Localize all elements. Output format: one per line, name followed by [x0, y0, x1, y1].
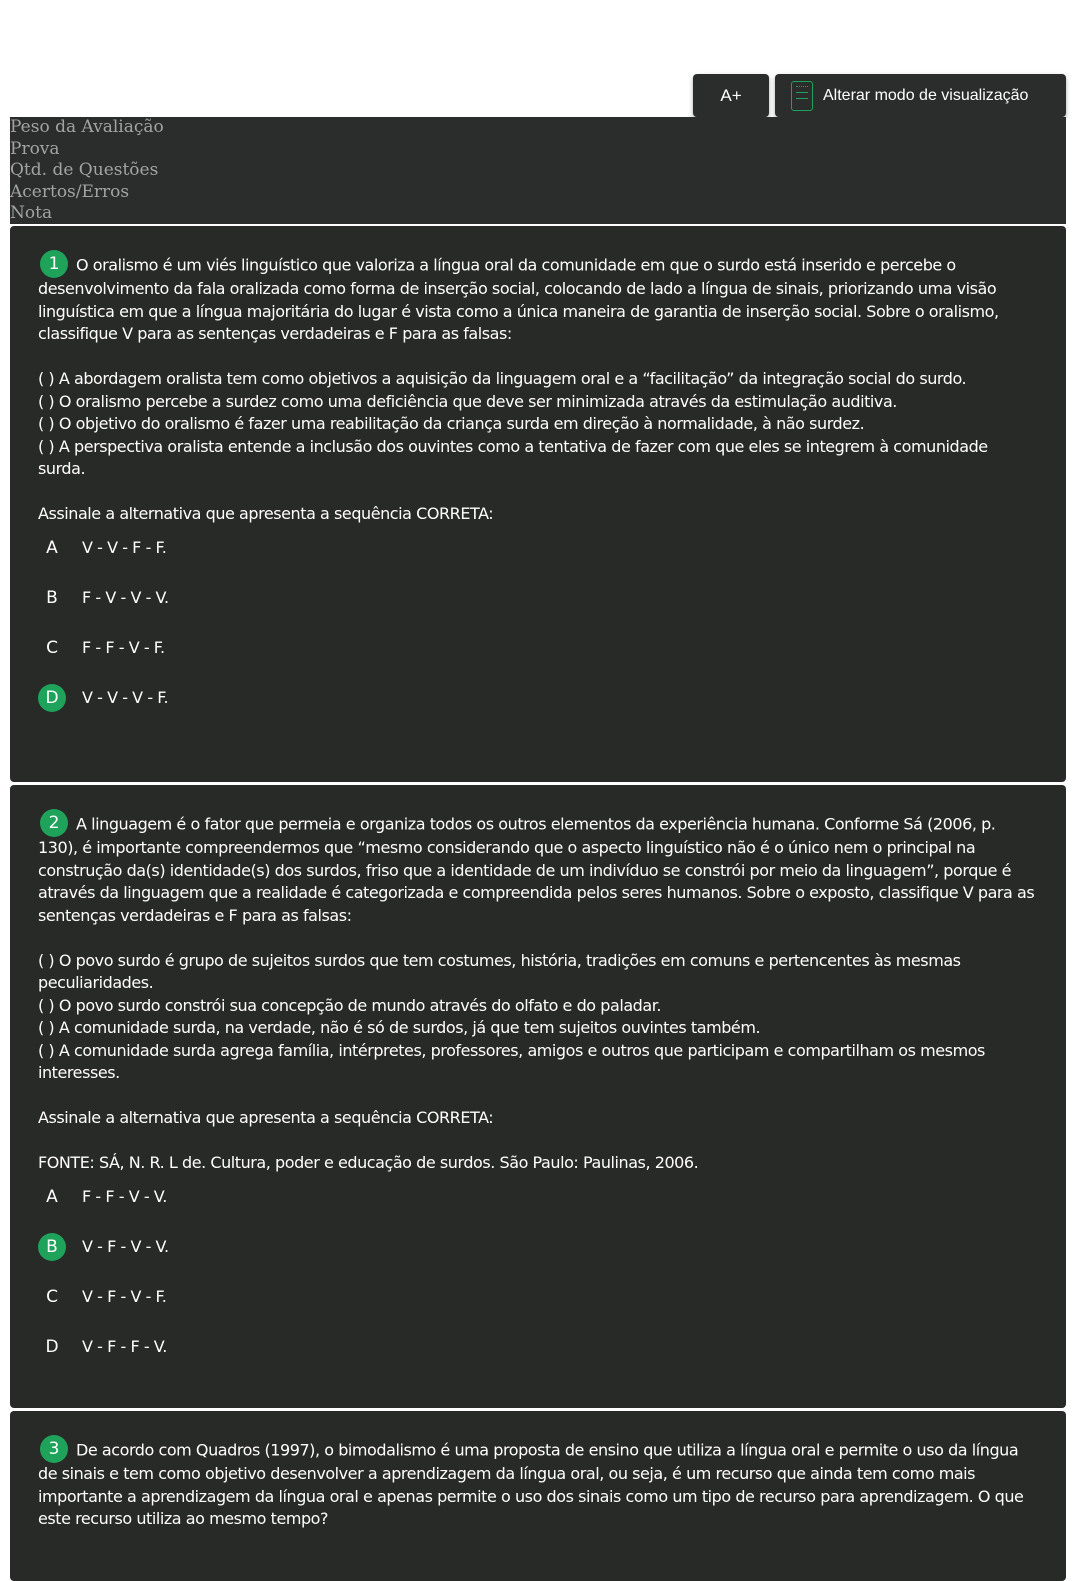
question-number-badge: 2 [40, 809, 68, 837]
hits-errors-label: Acertos/Erros [10, 181, 130, 202]
statement: ( ) O objetivo do oralismo é fazer uma reabilitação da criança surda em direção à normalidade, à não surdez. [38, 414, 865, 433]
option-text: V - F - V - V. [82, 1237, 169, 1256]
option-text: V - F - V - F. [82, 1287, 167, 1306]
question-text [38, 1439, 1038, 1531]
toolbar [693, 74, 1066, 117]
option-b[interactable] [38, 584, 1038, 612]
question-card-3 [10, 1411, 1066, 1581]
increase-font-button[interactable]: A+ [693, 74, 769, 117]
option-a[interactable] [38, 534, 1038, 562]
option-text: V - V - F - F. [82, 538, 167, 557]
question-source: FONTE: SÁ, N. R. L de. Cultura, poder e educação de surdos. São Paulo: Paulinas, 2006. [38, 1153, 699, 1172]
question-intro: O oralismo é um viés linguístico que valoriza a língua oral da comunidade em que o surdo está inserido e percebe o desenvolvimento da fala oralizada como forma de inserção social, colocando de lado a língua de sinais, priorizando uma visão linguística em que a língua majoritária do lugar é vista como a única maneira de garantia de inserção social. Sobre o oralismo, classifique V para as sentenças verdadeiras e F para as falsas: [38, 255, 999, 343]
option-a[interactable] [38, 1183, 1038, 1211]
option-c[interactable] [38, 1283, 1038, 1311]
question-count-label: Qtd. de Questões [10, 160, 159, 180]
question-number-badge: 3 [40, 1435, 68, 1463]
option-text: F - F - V - F. [82, 638, 165, 657]
grade-label: Nota [10, 203, 53, 223]
statement: ( ) A comunidade surda, na verdade, não é só de surdos, já que tem sujeitos ouvintes também. [38, 1018, 761, 1037]
question-prompt: Assinale a alternativa que apresenta a sequência CORRETA: [38, 1108, 494, 1127]
option-text: V - V - V - F. [82, 688, 169, 707]
statement: ( ) O povo surdo constrói sua concepção de mundo através do olfato e do paladar. [38, 995, 662, 1015]
question-number-badge: 1 [40, 250, 68, 278]
statement: ( ) O povo surdo é grupo de sujeitos surdos que tem costumes, história, tradições em comuns e pertencentes às mesmas peculiaridades. [38, 950, 961, 992]
option-text: V - F - F - V. [82, 1337, 167, 1356]
statement: ( ) O oralismo percebe a surdez como uma deficiência que deve ser minimizada através da estimulação auditiva. [38, 391, 897, 411]
statement: ( ) A comunidade surda agrega família, intérpretes, professores, amigos e outros que participam e compartilham os mesmos interesses. [38, 1040, 985, 1082]
statement: ( ) A abordagem oralista tem como objetivos a aquisição da linguagem oral e a “facilitação” da integração social do surdo. [38, 369, 967, 388]
option-c[interactable] [38, 634, 1038, 662]
statement: ( ) A perspectiva oralista entende a inclusão dos ouvintes como a tentativa de fazer com que eles se integrem à comunidade surda. [38, 436, 988, 478]
question-prompt: Assinale a alternativa que apresenta a sequência CORRETA: [38, 504, 494, 523]
option-letter: A [46, 1186, 58, 1207]
document-view-icon [791, 81, 813, 111]
question-intro: De acordo com Quadros (1997), o bimodalismo é uma proposta de ensino que utiliza a língua oral e permite o uso da língua de sinais e tem como objetivo desenvolver a aprendizagem da língua oral, ou seja, é um recurso que ainda tem como mais importante a aprendizagem da língua oral e apenas permite o uso dos sinais como um tipo de recurso para aprendizagem. O que este recurso utiliza ao mesmo tempo? [38, 1440, 1024, 1528]
option-letter: D [45, 1336, 59, 1357]
question-intro: A linguagem é o fator que permeia e organiza todos os outros elementos da experiência humana. Conforme Sá (2006, p. 130), é importante compreendermos que “mesmo considerando que o aspecto linguístico não é o único nem o principal na construção da(s) identidade(s) dos surdos, friso que a identidade de um indivíduo se constrói por meio da linguagem”, porque é através da linguagem que a realidade é categorizada e compreendida pelos seres humanos. Sobre o exposto, classifique V para as sentenças verdadeiras e F para as falsas: [38, 814, 1035, 925]
option-text: F - F - V - V. [82, 1187, 167, 1206]
option-letter: C [46, 1286, 58, 1307]
option-d[interactable] [38, 1333, 1038, 1361]
question-text [38, 254, 1038, 346]
option-letter-selected: B [38, 1233, 66, 1261]
weight-label: Peso da Avaliação [10, 117, 164, 137]
change-view-mode-label: Alterar modo de visualização [823, 86, 1029, 104]
exam-label: Prova [10, 138, 60, 159]
evaluation-summary [10, 117, 1066, 224]
change-view-mode-button[interactable] [775, 74, 1066, 117]
question-text [38, 813, 1038, 927]
option-d-selected[interactable] [38, 684, 1038, 712]
option-letter: B [46, 587, 58, 608]
option-letter: C [46, 637, 58, 658]
option-text: F - V - V - V. [82, 588, 169, 607]
question-card-2 [10, 785, 1066, 1408]
option-b-selected[interactable] [38, 1233, 1038, 1261]
question-card-1 [10, 226, 1066, 782]
option-letter: A [46, 537, 58, 558]
option-letter-selected: D [38, 684, 66, 712]
